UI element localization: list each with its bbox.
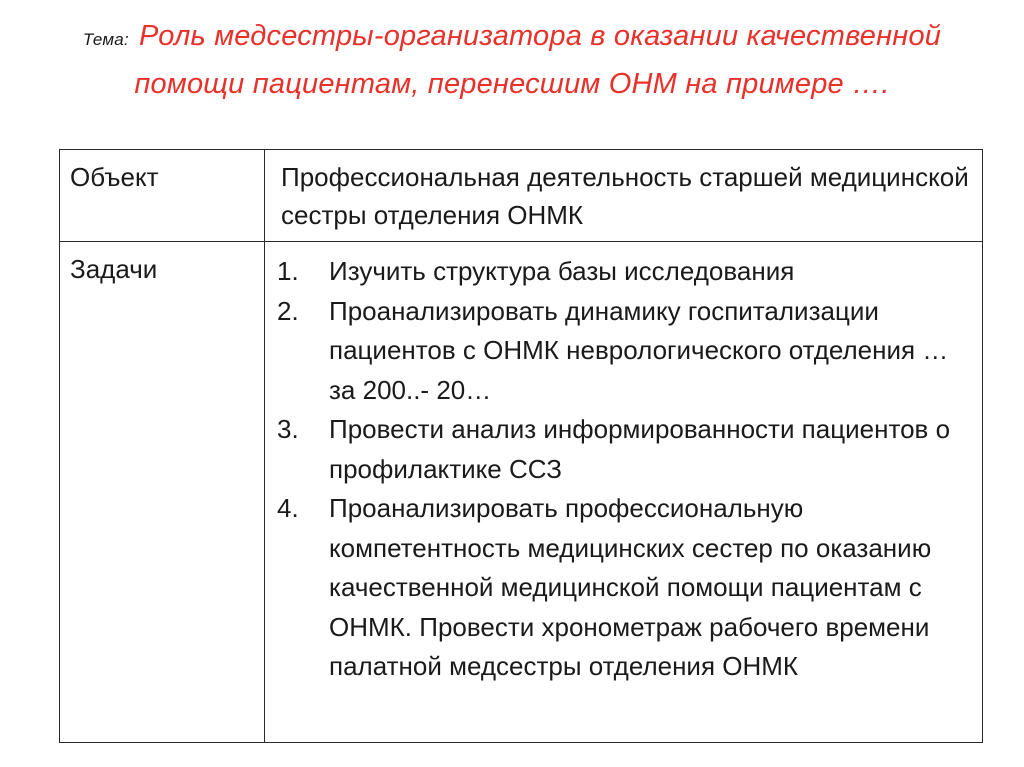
task-list <box>277 252 972 687</box>
task-text: Провести анализ информированности пациентов о профилактике ССЗ <box>329 414 951 484</box>
table-row-tasks <box>60 242 983 743</box>
tasks-label-cell <box>60 242 265 743</box>
object-label: Объект <box>70 162 159 192</box>
table-row-object <box>60 150 983 242</box>
object-value-cell <box>265 150 983 242</box>
object-value: Профессиональная деятельность старшей медицинской сестры отделения ОНМК <box>281 162 969 230</box>
task-text: Проанализировать динамику госпитализации пациентов с ОНМК неврологического отделения …за 200..- 20… <box>329 295 949 405</box>
tasks-label: Задачи <box>70 254 158 284</box>
task-item-1 <box>277 252 972 292</box>
task-text: Проанализировать профессиональную компетентность медицинских сестер по оказанию качественной медицинской помощи пациентам с ОНМК. Провести хронометраж рабочего времени палатной медсестры отделения ОНМК <box>329 493 932 681</box>
task-item-3 <box>277 410 972 489</box>
task-number: 1. <box>277 256 299 286</box>
task-number: 4. <box>277 493 299 523</box>
topic-table <box>59 149 983 743</box>
task-number: 3. <box>277 414 299 444</box>
object-label-cell <box>60 150 265 242</box>
slide-title <box>40 14 984 106</box>
title-text: Роль медсестры-организатора в оказании качественной помощи пациентам, перенесшим ОНМ на примере …. <box>134 20 942 100</box>
tasks-value-cell <box>265 242 983 743</box>
task-text: Изучить структура базы исследования <box>329 256 795 286</box>
task-item-2 <box>277 292 972 411</box>
task-number: 2. <box>277 295 299 326</box>
title-label: Тема: <box>82 30 129 49</box>
task-item-4 <box>277 489 972 687</box>
